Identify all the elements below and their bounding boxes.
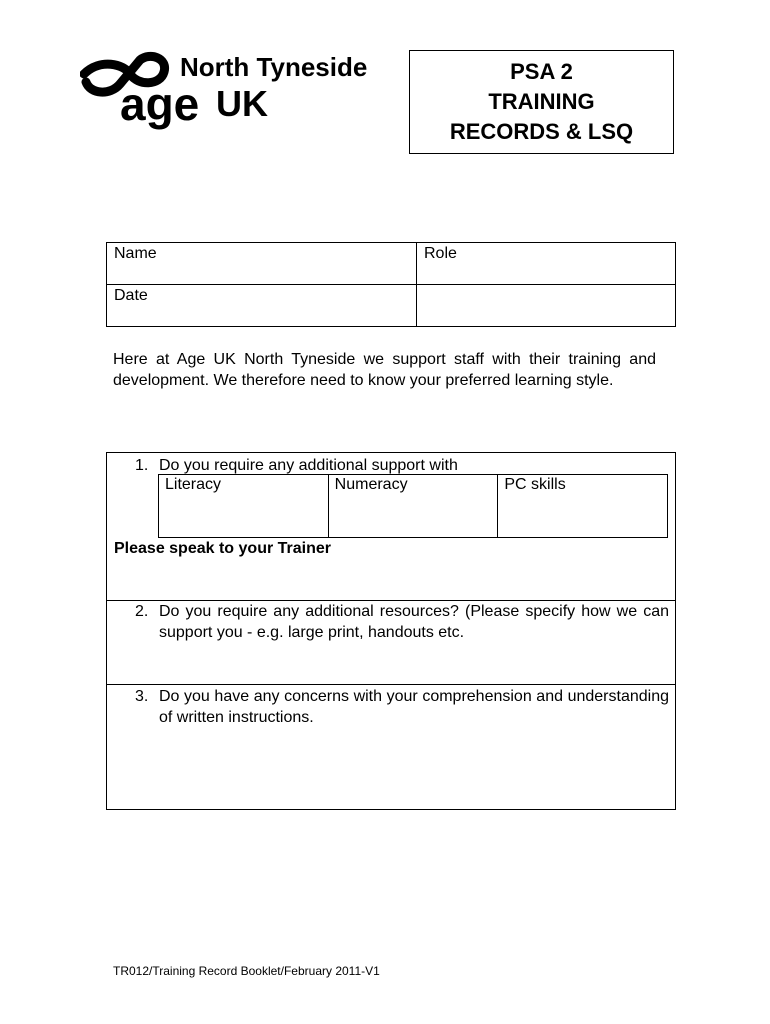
age-uk-north-tyneside-logo: [80, 44, 370, 134]
question-2-number: 2.: [135, 603, 149, 620]
question-2: [135, 601, 669, 643]
document-title-box: [409, 50, 674, 154]
name-field[interactable]: [107, 243, 417, 285]
staff-info-table: [106, 242, 676, 327]
question-3-number: 3.: [135, 688, 149, 705]
intro-paragraph: Here at Age UK North Tyneside we support staff with their training and development. We therefore need to know your preferred learning style.: [113, 351, 656, 389]
question-3-text: Do you have any concerns with your comprehension and understanding of written instructions.: [159, 688, 669, 726]
name-label: Name: [114, 245, 157, 262]
question-3-section[interactable]: [107, 685, 675, 809]
date-field[interactable]: [107, 285, 417, 327]
question-3: [135, 686, 669, 728]
logo-text-north-tyneside: North Tyneside: [180, 52, 368, 82]
speak-to-trainer-note: Please speak to your Trainer: [114, 540, 331, 557]
question-1-text: Do you require any additional support with: [159, 457, 458, 474]
support-options-grid: [158, 474, 668, 538]
role-field[interactable]: [417, 243, 676, 285]
logo-text-age: age: [120, 78, 200, 130]
literacy-option[interactable]: [159, 475, 329, 538]
question-2-text: Do you require any additional resources? (Please specify how we can support you - e.g. large print, handouts etc.: [159, 603, 669, 641]
date-value-field[interactable]: [417, 285, 676, 327]
table-row: [159, 475, 668, 538]
numeracy-option[interactable]: [328, 475, 498, 538]
pc-skills-option[interactable]: [498, 475, 668, 538]
pc-skills-label: PC skills: [504, 476, 566, 493]
logo-text-uk: UK: [216, 83, 268, 124]
question-2-section[interactable]: [107, 601, 675, 685]
date-label: Date: [114, 287, 148, 304]
numeracy-label: Numeracy: [334, 476, 408, 493]
document-footer: TR012/Training Record Booklet/February 2011-V1: [113, 964, 380, 978]
question-1-section: [107, 453, 675, 601]
table-row: [107, 285, 676, 327]
title-line-2: TRAINING: [488, 89, 595, 114]
question-1: [135, 455, 669, 476]
title-line-3: RECORDS & LSQ: [449, 119, 634, 144]
literacy-label: Literacy: [165, 476, 222, 493]
table-row: [107, 243, 676, 285]
role-label: Role: [424, 245, 457, 262]
question-1-number: 1.: [135, 457, 149, 474]
questionnaire-box: [106, 452, 676, 810]
title-line-1: PSA 2: [510, 59, 573, 84]
